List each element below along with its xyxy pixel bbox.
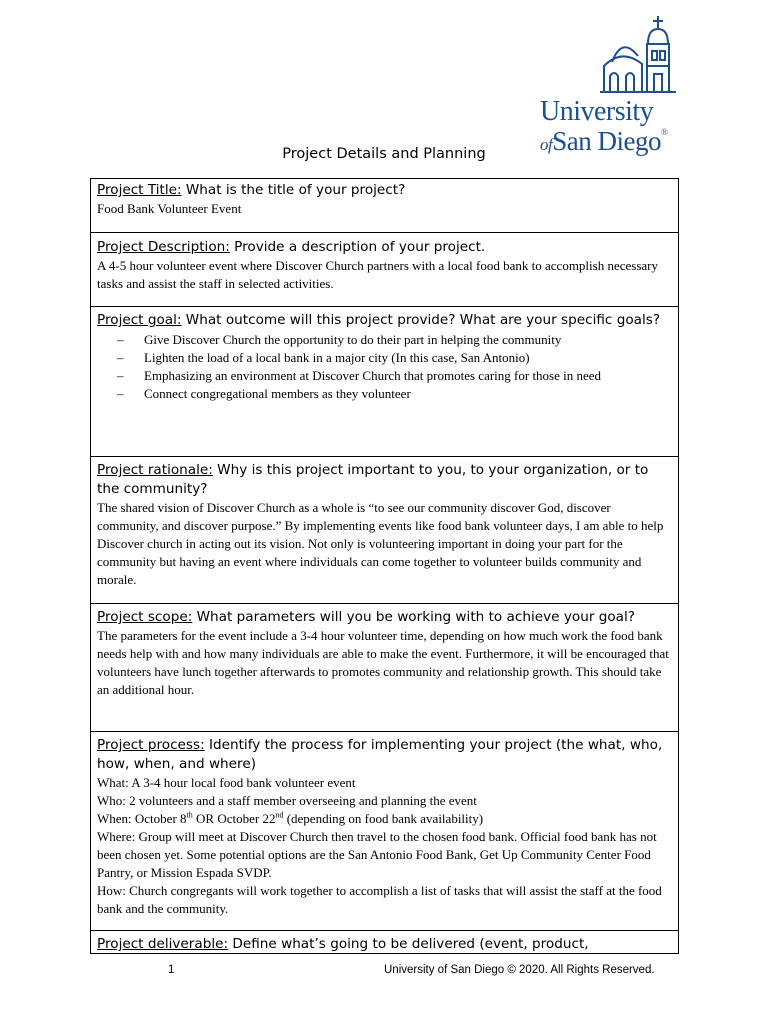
project-scope-prompt: What parameters will you be working with to achieve your goal? <box>192 609 636 625</box>
mission-church-icon <box>596 14 678 94</box>
project-rationale-label: Project rationale: <box>97 462 213 478</box>
project-goal-list <box>117 331 673 403</box>
project-rationale-answer: The shared vision of Discover Church as a whole is “to see our community discover God, discover community, and discover purpose.” By implementing events like food bank volunteer days, I am able to help Discover church in acting out its vision. Not only is volunteering important in doing your part for the community but having an event where individuals can come together to volunteer builds community and morale. <box>97 500 664 587</box>
project-description-answer: A 4-5 hour volunteer event where Discover Church partners with a local food bank to accomplish necessary tasks and assist the staff in selected activities. <box>97 258 658 291</box>
project-process-section <box>91 732 678 931</box>
process-how: How: Church congregants will work together to accomplish a list of tasks that will assist the staff at the food bank and the community. <box>97 883 662 916</box>
page-number: 1 <box>168 964 175 976</box>
project-rationale-question <box>97 461 673 499</box>
project-title-answer: Food Bank Volunteer Event <box>97 201 242 216</box>
process-when-part1: When: October 8 <box>97 811 187 826</box>
project-goal-question <box>97 311 673 330</box>
process-when-sup1: th <box>186 810 193 820</box>
project-goal-prompt: What outcome will this project provide? What are your specific goals? <box>181 312 661 328</box>
project-title-section <box>91 179 678 233</box>
project-goal-section <box>91 307 678 457</box>
project-scope-label: Project scope: <box>97 609 193 625</box>
process-when-part2: OR October 22 <box>192 811 276 826</box>
process-when-part3: (depending on food bank availability) <box>283 811 484 826</box>
project-description-section <box>91 233 678 307</box>
project-description-label: Project Description: <box>97 239 230 255</box>
project-description-question <box>97 238 673 257</box>
goal-list-item: – Emphasizing an environment at Discover Church that promotes caring for those in need <box>117 367 673 385</box>
project-table <box>90 178 679 954</box>
project-scope-answer: The parameters for the event include a 3-4 hour volunteer time, depending on how much work the food bank needs help with and how many individuals are able to make the event. Furthermore, it will be encouraged that volunteers have lunch together afterwards to promotes community and relationship growth. This should take an additional hour. <box>97 628 669 697</box>
logo-san-diego: San Diego <box>552 126 661 156</box>
project-deliverable-prompt: Define what’s going to be delivered (event, product, <box>228 936 589 952</box>
project-deliverable-section <box>91 931 678 954</box>
project-rationale-prompt: Why is this project important to you, to your organization, or to the community? <box>97 462 649 497</box>
project-rationale-section <box>91 457 678 604</box>
goal-list-item: – Give Discover Church the opportunity to do their part in helping the community <box>117 331 673 349</box>
project-title-question <box>97 181 673 200</box>
project-title-prompt: What is the title of your project? <box>181 182 406 198</box>
process-who: Who: 2 volunteers and a staff member overseeing and planning the event <box>97 793 477 808</box>
project-scope-question <box>97 608 673 627</box>
registered-mark: ® <box>660 127 668 137</box>
process-what: What: A 3-4 hour local food bank volunteer event <box>97 775 356 790</box>
page-title: Project Details and Planning <box>282 146 486 162</box>
project-process-label: Project process: <box>97 737 205 753</box>
logo-of-text: of <box>540 135 553 154</box>
project-goal-label: Project goal: <box>97 312 182 328</box>
project-title-label: Project Title: <box>97 182 182 198</box>
usd-logo <box>536 14 686 156</box>
process-where: Where: Group will meet at Discover Church then travel to the chosen food bank. Official food bank has not been chosen yet. Some potential options are the San Antonio Food Bank, Get Up Community Center Food Pantry, or Mission Espada SVDP. <box>97 829 657 880</box>
project-scope-section <box>91 604 678 732</box>
logo-university-text: University <box>540 96 654 127</box>
process-when <box>97 810 673 828</box>
project-description-prompt: Provide a description of your project. <box>229 239 486 255</box>
goal-list-item: – Connect congregational members as they volunteer <box>117 385 673 403</box>
footer-copyright: University of San Diego © 2020. All Rights Reserved. <box>384 964 655 976</box>
project-process-prompt: Identify the process for implementing your project (the what, who, how, when, and where) <box>97 737 663 772</box>
project-deliverable-question <box>97 935 673 954</box>
process-when-sup2: nd <box>275 810 284 820</box>
project-deliverable-label: Project deliverable: <box>97 936 229 952</box>
goal-list-item: – Lighten the load of a local bank in a major city (In this case, San Antonio) <box>117 349 673 367</box>
project-process-question <box>97 736 673 774</box>
